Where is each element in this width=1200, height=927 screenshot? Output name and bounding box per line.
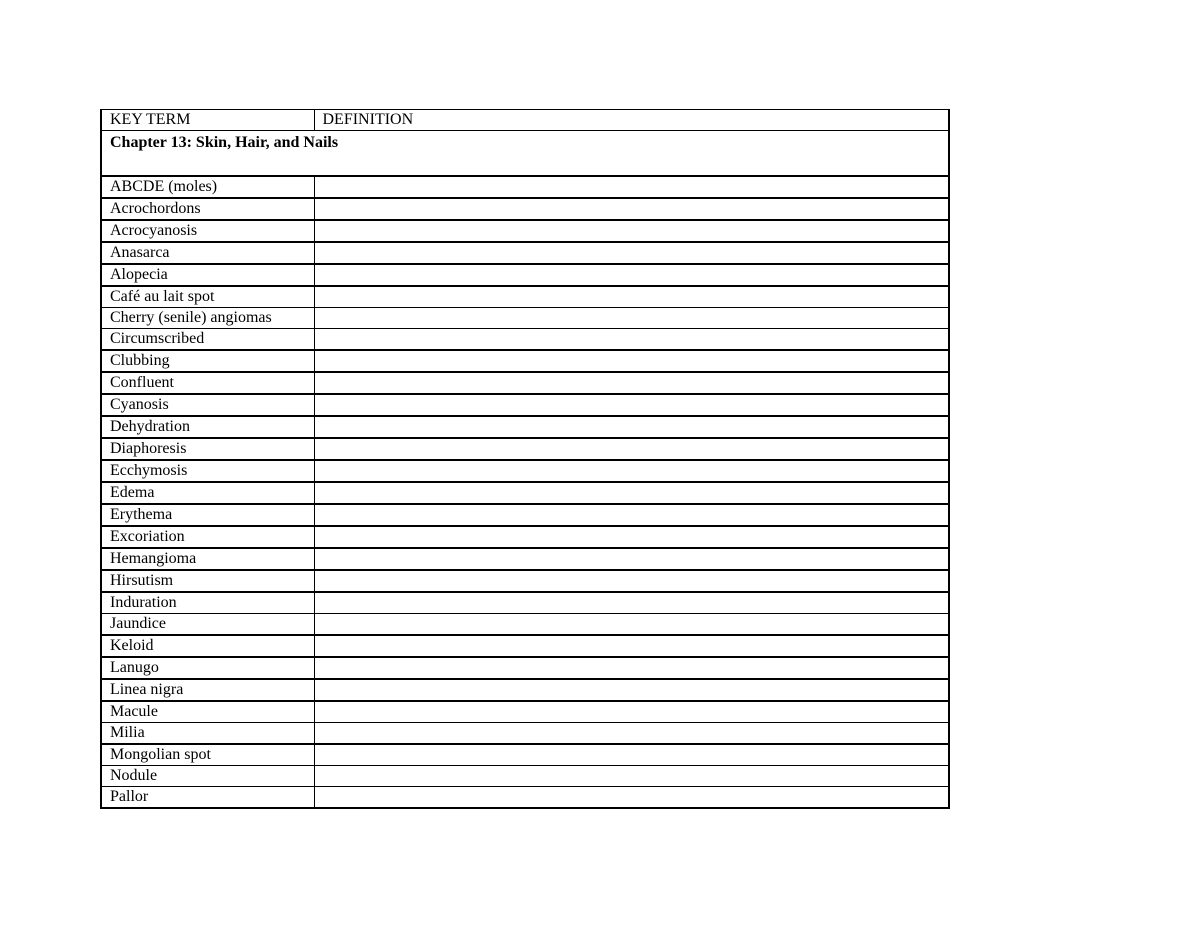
key-term-cell: Dehydration [101,416,314,438]
definition-cell[interactable] [314,614,949,636]
definition-cell[interactable] [314,635,949,657]
key-term-cell: Milia [101,723,314,745]
definition-cell[interactable] [314,350,949,372]
definition-cell[interactable] [314,416,949,438]
chapter-row [101,131,949,177]
table-row [101,176,949,198]
definition-cell[interactable] [314,308,949,329]
table-row [101,350,949,372]
table-row [101,504,949,526]
key-term-cell: Alopecia [101,264,314,286]
key-term-cell: Jaundice [101,614,314,636]
table-row [101,264,949,286]
key-term-cell: Hemangioma [101,548,314,570]
key-term-cell: Cyanosis [101,394,314,416]
key-term-cell: Macule [101,701,314,723]
table-row [101,460,949,482]
table-row [101,766,949,787]
key-term-cell: Edema [101,482,314,504]
table-row [101,701,949,723]
table-row [101,592,949,614]
definition-cell[interactable] [314,526,949,548]
definition-cell[interactable] [314,657,949,679]
key-term-cell: Diaphoresis [101,438,314,460]
table-row [101,394,949,416]
table-row [101,220,949,242]
table-header-row [101,110,949,131]
table-row [101,372,949,394]
definition-cell[interactable] [314,176,949,198]
definition-cell[interactable] [314,482,949,504]
table-row [101,438,949,460]
table-row [101,482,949,504]
key-term-cell: Acrochordons [101,198,314,220]
table-row [101,548,949,570]
definition-cell[interactable] [314,198,949,220]
table-row [101,329,949,351]
key-term-cell: Linea nigra [101,679,314,701]
definition-cell[interactable] [314,372,949,394]
table-row [101,198,949,220]
key-term-cell: Keloid [101,635,314,657]
definition-cell[interactable] [314,242,949,264]
table-row [101,723,949,745]
key-term-cell: Clubbing [101,350,314,372]
key-term-cell: Induration [101,592,314,614]
definition-header: DEFINITION [314,110,949,131]
table-row [101,308,949,329]
table-row [101,614,949,636]
definition-cell[interactable] [314,438,949,460]
key-term-cell: Acrocyanosis [101,220,314,242]
definition-cell[interactable] [314,701,949,723]
key-term-cell: Lanugo [101,657,314,679]
definition-cell[interactable] [314,744,949,766]
definition-cell[interactable] [314,264,949,286]
key-term-cell: Circumscribed [101,329,314,351]
key-term-cell: Café au lait spot [101,286,314,308]
table-row [101,526,949,548]
definition-cell[interactable] [314,329,949,351]
key-term-cell: Mongolian spot [101,744,314,766]
definition-cell[interactable] [314,570,949,592]
key-term-cell: Erythema [101,504,314,526]
table-row [101,635,949,657]
key-term-cell: Hirsutism [101,570,314,592]
key-term-cell: Confluent [101,372,314,394]
table-row [101,286,949,308]
key-term-cell: Excoriation [101,526,314,548]
key-term-cell: Ecchymosis [101,460,314,482]
key-term-header: KEY TERM [101,110,314,131]
definition-cell[interactable] [314,679,949,701]
definition-cell[interactable] [314,504,949,526]
table-row [101,679,949,701]
table-row [101,744,949,766]
term-rows [101,176,949,808]
key-term-cell: Pallor [101,787,314,809]
definition-cell[interactable] [314,723,949,745]
chapter-title: Chapter 13: Skin, Hair, and Nails [101,131,949,177]
key-term-cell: ABCDE (moles) [101,176,314,198]
definition-cell[interactable] [314,220,949,242]
table-row [101,787,949,809]
table-row [101,657,949,679]
definition-cell[interactable] [314,394,949,416]
definition-cell[interactable] [314,766,949,787]
definition-cell[interactable] [314,592,949,614]
key-term-cell: Cherry (senile) angiomas [101,308,314,329]
key-terms-table [100,109,950,809]
definition-cell[interactable] [314,460,949,482]
table-row [101,570,949,592]
definition-cell[interactable] [314,286,949,308]
definition-cell[interactable] [314,548,949,570]
key-term-cell: Nodule [101,766,314,787]
table-row [101,242,949,264]
definition-cell[interactable] [314,787,949,809]
table-row [101,416,949,438]
key-term-cell: Anasarca [101,242,314,264]
